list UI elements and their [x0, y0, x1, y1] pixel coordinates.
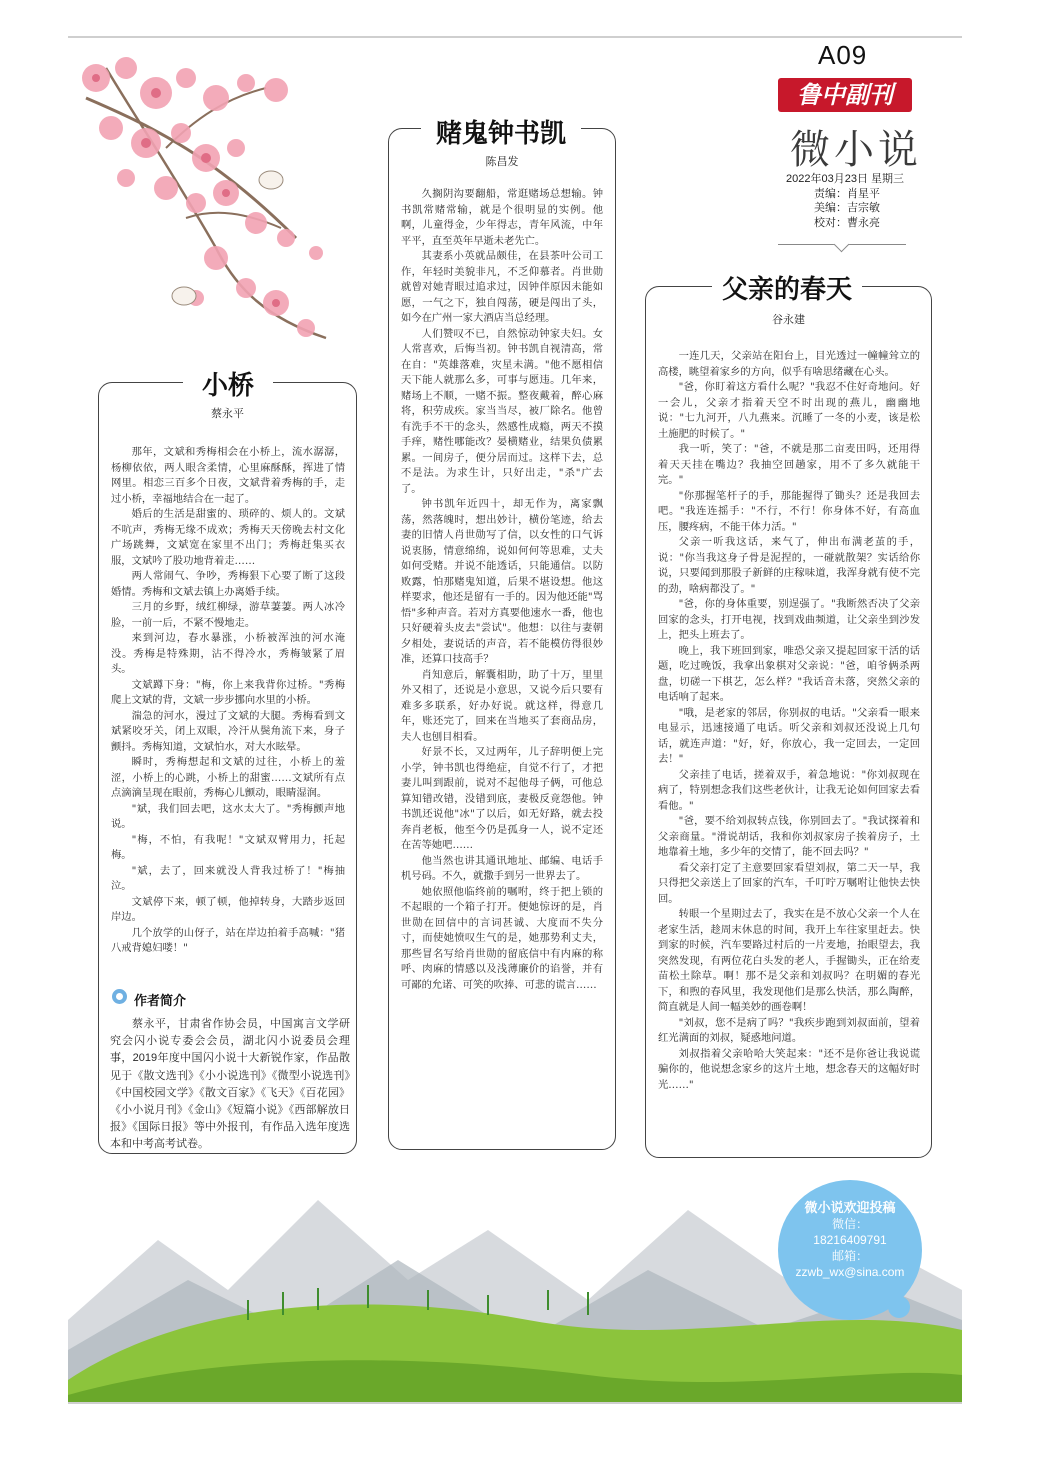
paragraph: 钟书凯年近四十，却无作为，离家飘荡，然落魄时，想出妙计，横份笔迹，给去妻的旧情人肖世勋写了信，以女性的口气诉说衷肠，情意绵绵，说如何何等思难，丈夫如何受赌。并说不能透话，只能通信。以防败露，怕那赌鬼知道，后果不堪设想。他这样要求，他还是留有一手的。因为他还能"骂悟"多种声音。若对方真要他速水一番，他也只好硬着头皮去"尝试"。他想：以往与妻朝夕相处，妻说话的声音，若不能模仿得很妙准，还算口技高手？: [401, 498, 603, 665]
bio-heading: [112, 990, 186, 1009]
article-title: 赌鬼钟书凯: [421, 113, 581, 150]
proofreader: 校对：曹永亮: [814, 216, 880, 229]
paragraph: "梅，不怕，有我呢！"文斌双臂用力，托起梅。: [111, 833, 345, 861]
paragraph: "爸，你的身体重要，别逞强了。"我断然否决了父亲回家的念头，打开电视，找到戏曲频道，让父亲坐到沙发上，把头上班去了。: [658, 598, 920, 641]
paragraph: 父亲挂了电话，搓着双手，着急地说："你刘叔现在病了，特别想念我们这些老伙计，让我无论如何回家去看看他。": [658, 768, 920, 812]
paragraph: 文斌停下来，顿了顿，他掉转身，大踏步返回岸边。: [111, 895, 345, 923]
paragraph: "斌，我们回去吧，这水太大了。"秀梅颤声地说。: [111, 802, 345, 830]
bottom-rule: [68, 1402, 962, 1404]
article-title: 小桥: [183, 365, 273, 402]
email-label: 邮箱：: [831, 1249, 868, 1263]
article-author: 陈昌发: [485, 156, 519, 168]
article-body: [111, 445, 345, 957]
paragraph: 人们赞叹不已，自然惊动钟家夫妇。女人常喜欢，后悔当初。钟书凯自视清高，常在自："英雄落难，灾星未满。"他不愿相信天下能人就那么多，可事与愿违。几年来，赌场上不顺，一赌不振。整夜戴着，醉心麻将，积劳成疾。家当当尽，被厂除名。他曾有洗手不干的念头，然感性成瘾，两天不摸手痒，赌性哪能改？晏横赌业，结果负债累累。一间房子，便分居而过。这样下去，总不是法。为求生计，只好出走，"杀"广去了。: [401, 327, 603, 495]
paragraph: 其妻系小英就品颇佳，在县茶叶公司工作，年轻时美貌非凡，不乏仰慕者。肖世勋就曾对她青眼过追求过，因钟伴原因未能如愿，一气之下，独自闯荡，硬是闯出了头，如今在广州一家大酒店当总经理。: [401, 250, 603, 324]
article-fuqin: [645, 275, 932, 1158]
page-number: A09: [818, 40, 868, 70]
paragraph: 瞬时，秀梅想起和文斌的过往，小桥上的羞涩，小桥上的心跳，小桥上的甜蜜……文斌所有点点滴滴呈现在眼前，秀梅心儿颤动，眼睛湿润。: [111, 756, 345, 799]
paragraph: 文斌蹲下身："梅，你上来我背你过桥。"秀梅爬上文斌的背，文斌一步步挪向水里的小桥。: [111, 678, 345, 706]
bio-title: 作者简介: [134, 993, 187, 1008]
section-title: 微小说: [790, 127, 922, 173]
paragraph: 我一听，笑了："爸，不就是那二亩麦田吗，还用得着天天挂在嘴边？我抽空回趟家，用不了多久就能干完。": [658, 443, 920, 486]
paragraph: "刘叔，您不是病了吗？"我疾步跑到刘叔面前，望着红光满面的刘叔，疑惑地问道。: [658, 1016, 920, 1044]
paragraph: 那年，文斌和秀梅相会在小桥上，流水潺潺，杨柳依依，两人眼含柔情，心里麻酥酥，挥进了情网里。相恋三百多个日夜，文斌背着秀梅的手，走过小桥，幸福地结合在一起了。: [111, 446, 345, 505]
top-rule: [68, 36, 962, 38]
circle-bullet-icon: [112, 989, 127, 1004]
meta-divider: [778, 234, 906, 245]
paragraph: 湍急的河水，漫过了文斌的大腿。秀梅看到文斌紧咬牙关，闭上双眼，冷汗从鬓角流下来，身子颤抖。秀梅知道，文斌怕水，对大水眩晕。: [111, 709, 345, 753]
article-author: 谷永建: [772, 314, 805, 326]
paragraph: 肖知意后，解囊相助，助了十万，里里外又相了，还说是小意思，又说今后只要有难多多联系，好办好说。就这样，得意几年，账还完了，回来在当地买了套商品房，夫人也刨目相看。: [401, 668, 603, 743]
issue-date: 2022年03月23日 星期三: [786, 173, 904, 185]
author-bio: [110, 1016, 350, 1154]
article-author: 蔡永平: [211, 408, 244, 420]
art-editor: 美编：吉宗敏: [814, 202, 880, 214]
bio-text: 蔡永平，甘肃省作协会员，中国寓言文学研究会闪小说专委会会员，湖北闪小说委员会理事，2019年度中国闪小说十大新锐作家，作品散见于《散文选刊》《小小说选刊》《微型小说选刊》《中国校园文学》《散文百家》《飞天》《百花园》《小小说月刊》《金山》《短篇小说》《西部解放日报》《国际日报》等中外报刊，有作品入选年度选本和中考高考试卷。: [110, 1018, 350, 1151]
issue-meta: [780, 172, 916, 230]
wechat-number: 18216409791: [813, 1233, 887, 1247]
paragraph: 刘叔指着父亲哈哈大笑起来："还不是你爸让我说谎骗你的，他说想念家乡的这片土地，想念春天的这幅好时光……": [658, 1047, 920, 1091]
paragraph: "爸，要不给刘叔转点钱，你别回去了。"我试探着和父亲商量。"滑说胡话，我和你刘叔家房子挨着房子，土地靠着土地，多少年的交情了，能不回去吗？": [658, 815, 920, 858]
paragraph: 好景不长，又过两年，儿子辞明便上完小学，钟书凯也得绝症，自觉不行了，才把妻儿叫到跟前，说对不起他母子俩，可他总算知错改错，没错到底，妻极反竟怨他。钟书凯还说他"冰"了以后，如无好路，就去投奔肖老板，他至今仍是孤身一人，说不定还在苦等她吧……: [401, 746, 603, 851]
paragraph: 父亲一听我这话，来气了，伸出布满老茧的手，说："你当我这身子骨是泥捏的，一碰就散架？实话给你说，只要闻到那股子新鲜的庄稼味道，我浑身就有使不完的劲，啥病都没了。": [658, 536, 920, 595]
decorative-dot-icon: [888, 1296, 910, 1318]
article-body: [658, 349, 920, 1093]
article-dugui: [388, 119, 616, 1150]
paragraph: 看父亲打定了主意要回家看望刘叔，第二天一早，我只得把父亲送上了回家的汽车，千叮咛万嘱咐让他快去快回。: [658, 861, 920, 905]
paragraph: "你那握笔杆子的手，那能握得了锄头？还是我回去吧。"我连连摇手："不行，不行！你身体不好，有高血压，腰疼病，不能干体力活。": [658, 489, 920, 533]
paragraph: 久搁阴沟要翻船，常逛赌场总想输。钟书凯常赌常输，就是个很明显的实例。他啊，儿童得金，少年得志，青年风流，中年平平，直至英年早逝未老先亡。: [401, 188, 603, 247]
email-address: zzwb_wx@sina.com: [795, 1265, 905, 1279]
plum-blossom-illustration: [66, 38, 366, 378]
paragraph: 三月的乡野，绒红柳绿，游草萋萋。两人冰冷脸，一前一后，不紧不慢地走。: [111, 601, 345, 629]
paragraph: "爸，你盯着这方看什么呢？"我忍不住好奇地问。好一会儿，父亲才指着天空不时出现的燕儿，幽幽地说："七九河开，八九燕来。沉睡了一冬的小麦，该是松土施肥的时候了。": [658, 381, 920, 440]
paragraph: 晚上，我下班回到家，唯恐父亲又提起回家干活的话题，吃过晚饭，我拿出象棋对父亲说："爸，咱爷俩杀两盘，切磋一下棋艺，怎么样？"我话音未落，突然父亲的电话响了起来。: [658, 644, 920, 703]
paragraph: 一连几天，父亲站在阳台上，目光透过一幢幢耸立的高楼，眺望着家乡的方向，似乎有啥思绪藏在心头。: [658, 350, 920, 378]
wechat-label: 微信：: [831, 1217, 868, 1231]
article-body: [401, 187, 603, 993]
paragraph: 转眼一个星期过去了，我实在是不放心父亲一个人在老家生活，趁周末休息的时间，我开上车往家里赶去。快到家的时候，汽车要路过村后的一片麦地，抬眼望去，我突然发现，有两位花白头发的老人，手握锄头，正在给麦苗松土除草。啊！那不是父亲和刘叔吗？在明媚的春光下，和煦的春风里，我发现他们是那么快活，那么陶醉，简直就是人间一幅美妙的画卷啊！: [658, 908, 920, 1013]
paragraph: 两人常闹气、争吵，秀梅狠下心要了断了这段婚情。秀梅和文斌去镇上办离婚手续。: [111, 570, 345, 598]
paragraph: "斌，去了，回来就没人背我过桥了！"梅抽泣。: [111, 864, 345, 892]
editor: 责编：肖星平: [814, 187, 880, 200]
paragraph: 来到河边，春水暴涨，小桥被浑浊的河水淹没。秀梅是特殊期，沾不得冷水，秀梅皱紧了眉头。: [111, 632, 345, 675]
paragraph: 婚后的生活是甜蜜的、琐碎的、烦人的。文斌不吭声，秀梅无缘不成欢；秀梅天天傍晚去村文化广场跳舞，文斌宽在家里不出门；秀梅赶集买衣服，文斌吟了股功地背着走……: [111, 508, 345, 567]
paragraph: 她依照他临终前的嘱咐，终于把上锁的不起眼的一个箱子打开。便她惊讶的是，肖世勋在回信中的言词甚诚、大度而不失分寸，而使她愤叹生气的是，她那势利丈夫，那些冒名写给肖世勋的留底信中有内麻的称呼、肉麻的情感以及浅薄廉价的谄誉，并有可鄙的允诺、可笑的吹捧、可悲的谎言……: [401, 885, 603, 991]
paragraph: "哦，是老家的邻居，你别叔的电话。"父亲看一眼来电显示，迅速接通了电话。听父亲和刘叔还没说上几句话，就连声道："好，好，你放心，我一定回去，一定回去！": [658, 706, 920, 765]
article-title: 父亲的春天: [712, 269, 862, 306]
submission-title: 微小说欢迎投稿: [804, 1200, 896, 1215]
paragraph: 几个放学的山伢子，站在岸边拍着手高喊："猪八戒背媳妇喽！": [111, 926, 345, 954]
paragraph: 他当然也讲其通讯地址、邮编、电话手机号码。不久，就撒手到另一世界去了。: [401, 854, 603, 882]
masthead-logo: 鲁中副刊: [778, 78, 912, 112]
